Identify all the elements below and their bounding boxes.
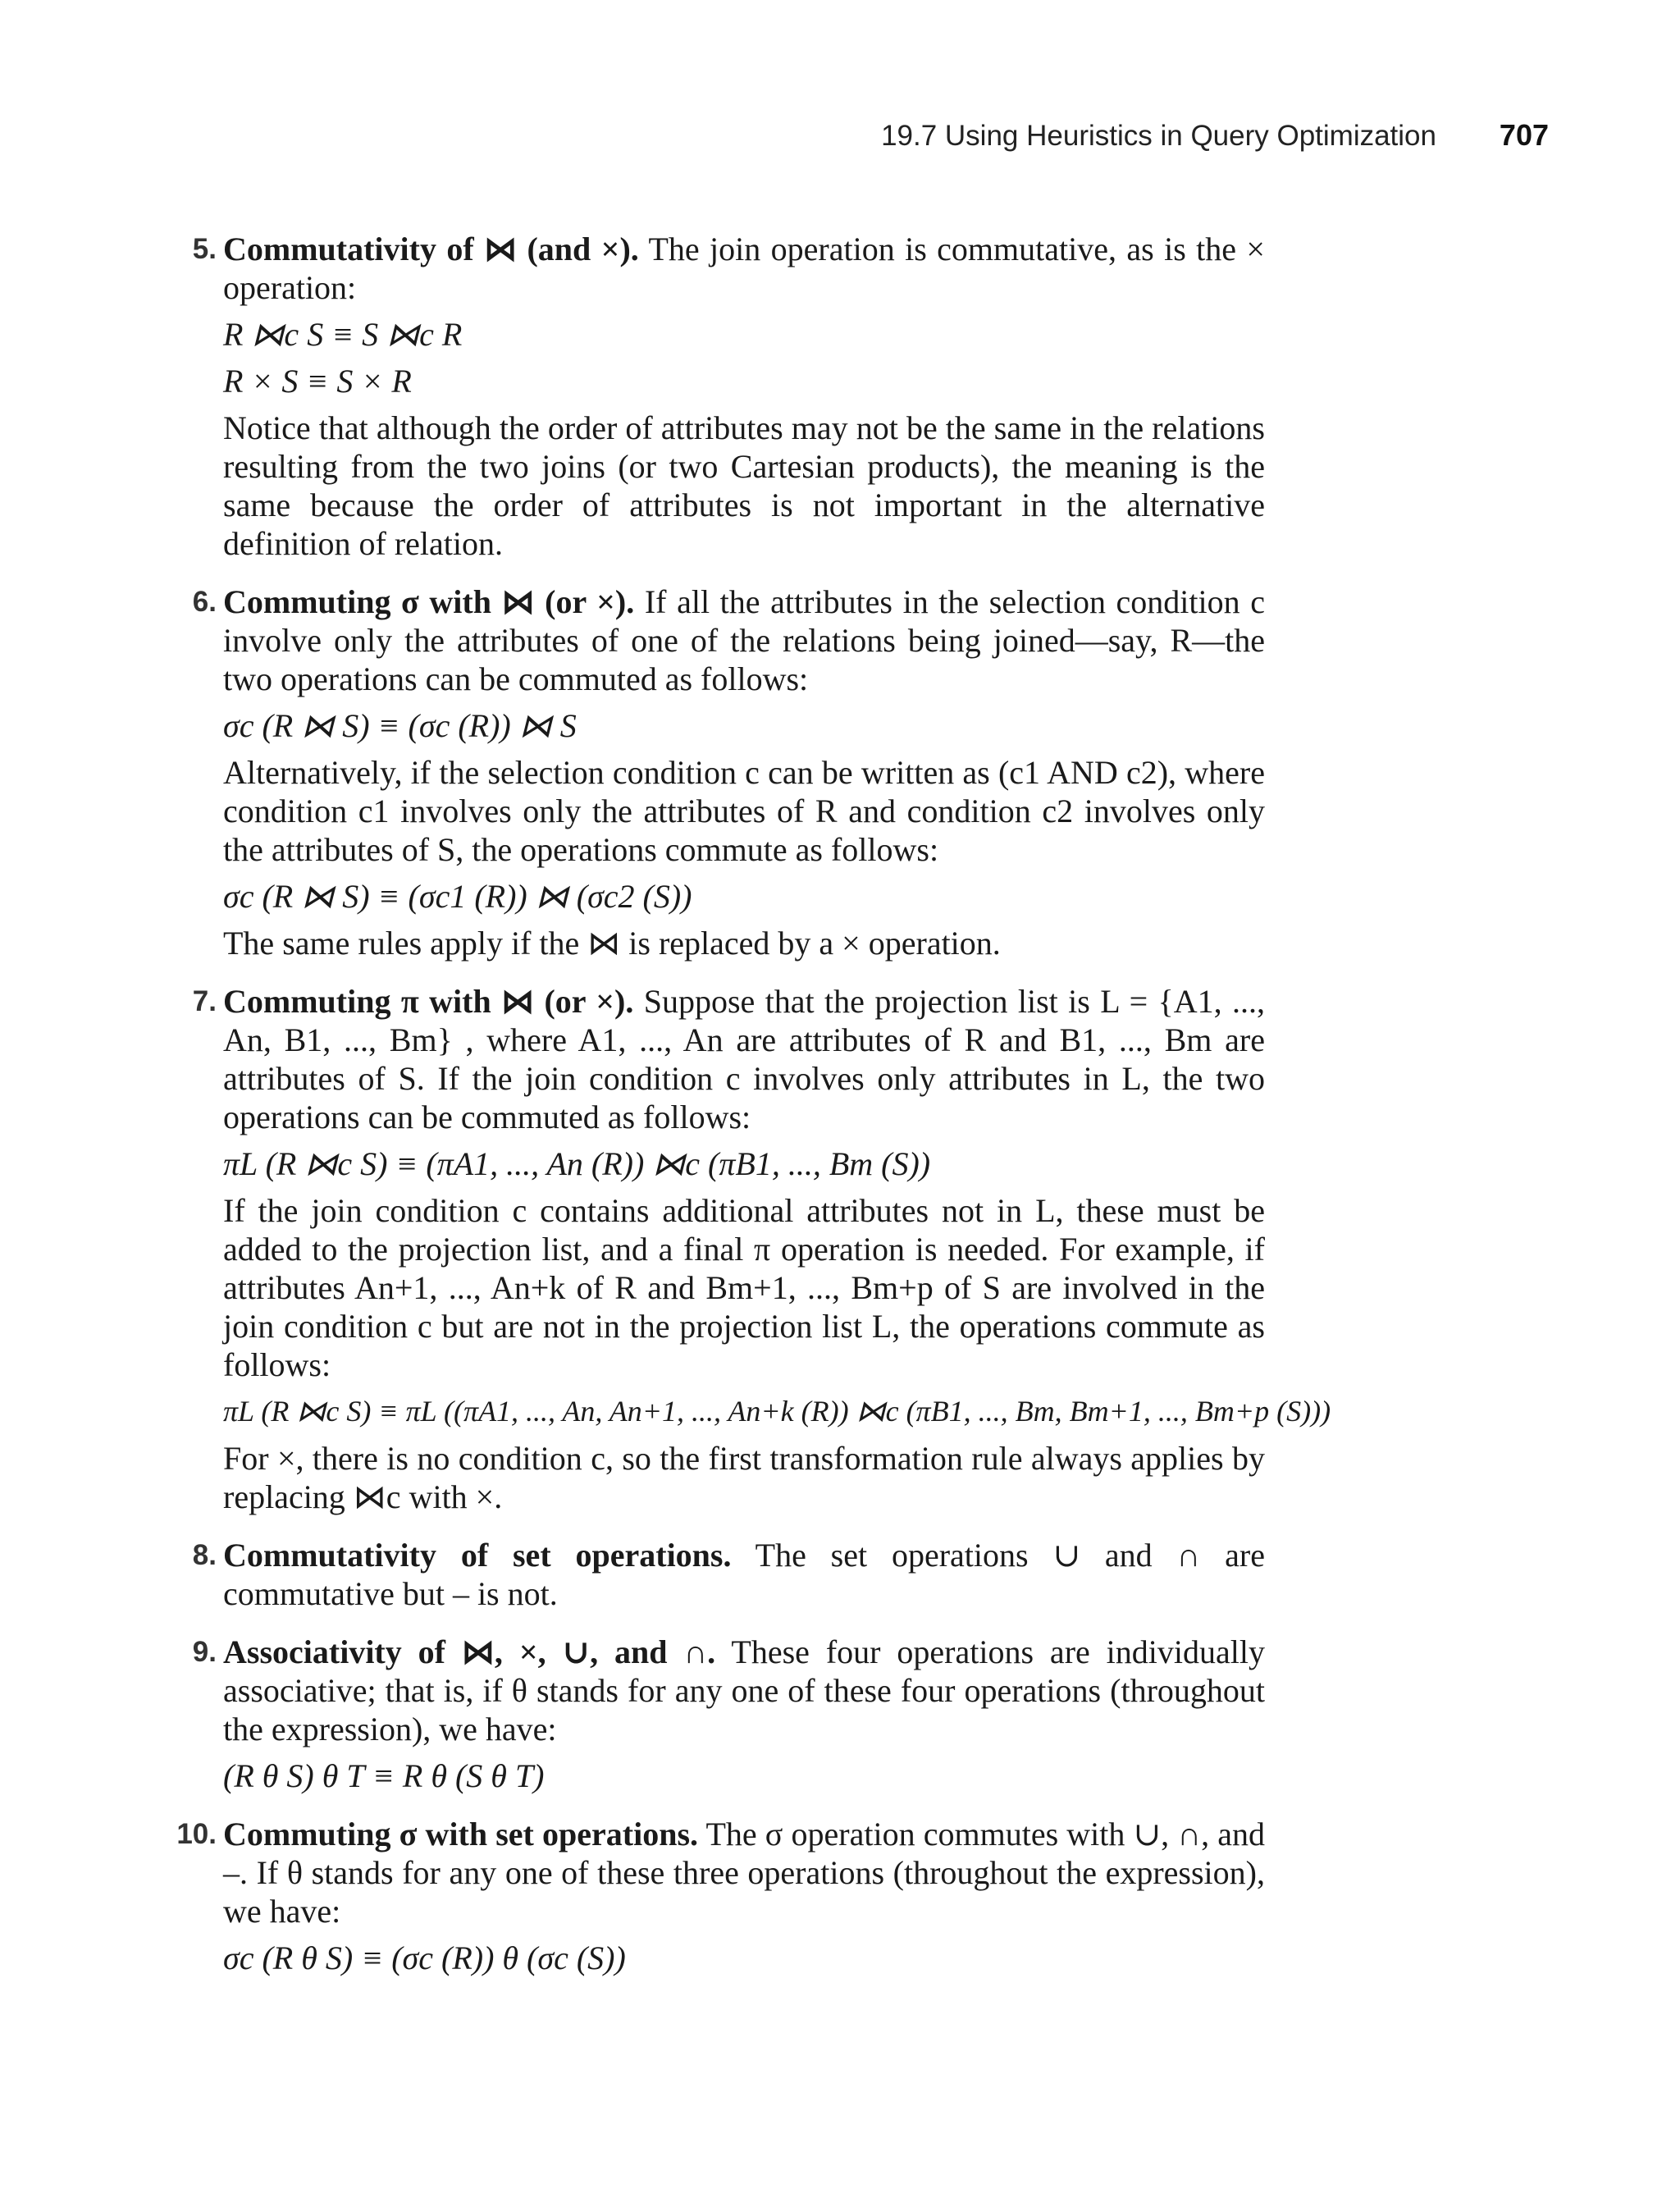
rule-list (176, 230, 1331, 1997)
rule-item-10 (176, 1815, 1266, 1977)
rule-intro: These four operations are individually associative; that is, if θ stands for any one of these four operations (throughout the expression), we have: (223, 1633, 1266, 1747)
rule-intro: If all the attributes in the selection condition c involve only the attributes of one of the relations being joined—say, R—the two operations can be commuted as follows: (223, 583, 1265, 697)
rule-note: Alternatively, if the selection condition c can be written as (c1 AND c2), where condition c1 involves only the attributes of R and condition c2 involves only the attributes of S, the operations commute as follows: (223, 754, 1265, 868)
rule-number: 9. (192, 1636, 217, 1668)
running-header (0, 115, 1680, 161)
rule-title: Commuting σ with ⋈ (or ×). (223, 583, 635, 620)
rule-paragraph (223, 230, 1265, 307)
rule-formula: R × S ≡ S × R (223, 363, 412, 400)
rule-title: Associativity of ⋈, ×, ∪, and ∩. (223, 1633, 716, 1670)
rule-paragraph (223, 582, 1265, 698)
rule-paragraph (223, 1536, 1265, 1613)
rule-formula: πL (R ⋈c S) ≡ (πA1, ..., An (R)) ⋈c (πB1, ..., Bm (S)) (223, 1145, 931, 1182)
rule-number: 7. (192, 985, 217, 1017)
rule-paragraph (223, 982, 1265, 1136)
rule-formula: σc (R ⋈ S) ≡ (σc1 (R)) ⋈ (σc2 (S)) (223, 878, 692, 915)
section-title: 19.7 Using Heuristics in Query Optimization (881, 120, 1436, 152)
page-number: 707 (1499, 118, 1549, 152)
rule-intro: Suppose that the projection list is L = {A1, ..., An, B1, ..., Bm} , where A1, ..., An are attributes of R and B1, ..., Bm are attributes of S. If the join condition c involves only attributes in L, the two operations can be commuted as follows: (223, 983, 1265, 1135)
rule-number: 5. (192, 233, 217, 265)
rule-note: Notice that although the order of attributes may not be the same in the relations resulting from the two joins (or two Cartesian products), the meaning is the same because the order of attributes is not important in the alternative definition of relation. (223, 409, 1265, 562)
rule-item-8 (190, 1536, 1265, 1613)
rule-item-6 (190, 582, 1265, 962)
rule-number: 10. (176, 1818, 217, 1850)
rule-note: If the join condition c contains additional attributes not in L, these must be added to the projection list, and a final π operation is needed. For example, if attributes An+1, ..., An+k of R and Bm+1, ..., Bm+p of S are involved in the join condition c but are not in the projection list L, the operations commute as follows: (223, 1192, 1265, 1383)
rule-formula: σc (R ⋈ S) ≡ (σc (R)) ⋈ S (223, 707, 577, 744)
rule-intro: The join operation is commutative, as is the × operation: (223, 231, 1265, 306)
rule-title: Commutativity of ⋈ (and ×). (223, 231, 639, 267)
rule-closing: For ×, there is no condition c, so the first transformation rule always applies by replacing ⋈c with ×. (223, 1440, 1265, 1515)
rule-intro: The set operations ∪ and ∩ are commutative but – is not. (223, 1537, 1266, 1612)
rule-title: Commuting σ with set operations. (223, 1816, 699, 1853)
rule-paragraph (223, 1815, 1265, 1930)
rule-paragraph (223, 1633, 1265, 1748)
rule-closing: The same rules apply if the ⋈ is replaced by a × operation. (223, 925, 1001, 962)
rule-title: Commutativity of set operations. (223, 1537, 732, 1574)
rule-title: Commuting π with ⋈ (or ×). (223, 983, 634, 1020)
rule-intro: The σ operation commutes with ∪, ∩, and –. If θ stands for any one of these three operations (throughout the expression), we have: (223, 1816, 1266, 1930)
rule-item-9 (190, 1633, 1265, 1795)
rule-formula: (R θ S) θ T ≡ R θ (S θ T) (223, 1757, 545, 1794)
rule-item-5 (190, 230, 1265, 563)
rule-number: 6. (192, 586, 217, 618)
rule-item-7 (190, 982, 1331, 1516)
rule-formula: R ⋈c S ≡ S ⋈c R (223, 316, 463, 353)
rule-formula: σc (R θ S) ≡ (σc (R)) θ (σc (S)) (223, 1939, 626, 1976)
rule-formula: πL (R ⋈c S) ≡ πL ((πA1, ..., An, An+1, ..., An+k (R)) ⋈c (πB1, ..., Bm, Bm+1, ..., Bm+p (S))) (223, 1395, 1331, 1428)
rule-number: 8. (192, 1539, 217, 1571)
